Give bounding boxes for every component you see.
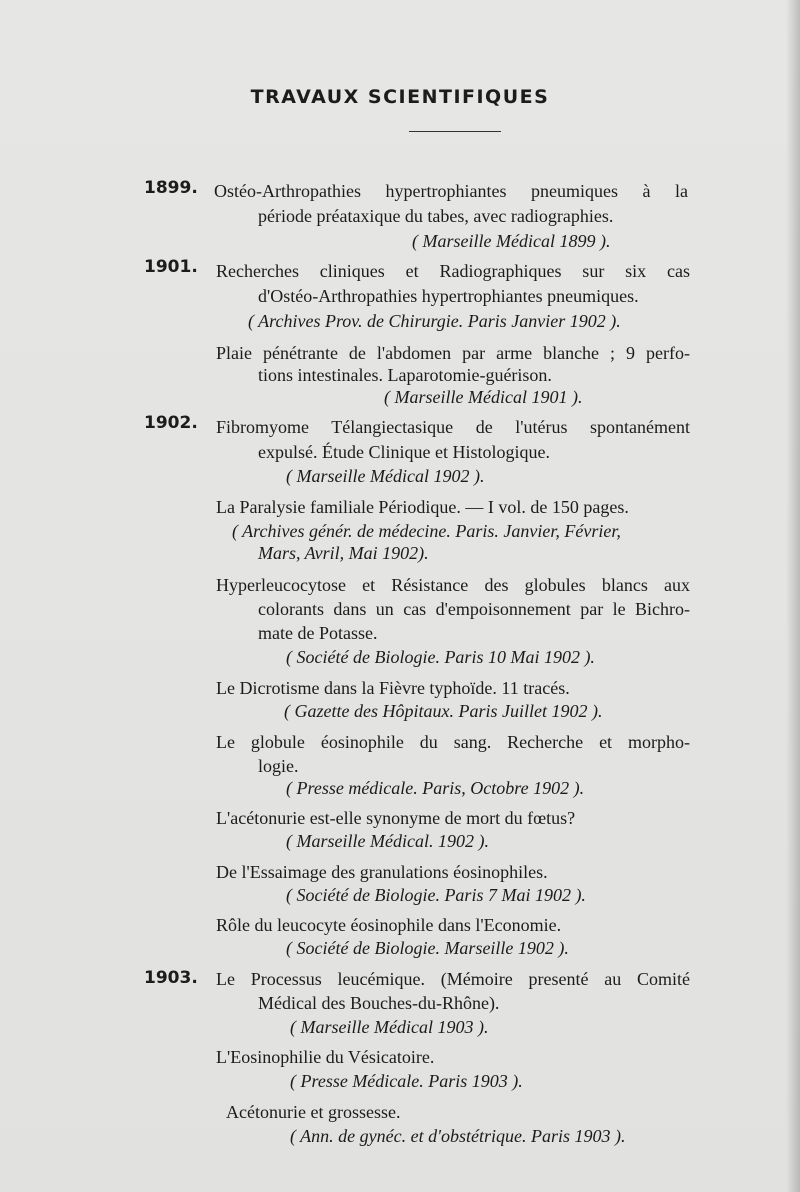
entry-text: Recherches cliniques et Radiographiques sur six cas [216, 261, 690, 281]
entry-reference: ( Marseille Médical 1899 ). [412, 231, 611, 251]
entry-text: logie. [258, 756, 299, 776]
entry-text: Le Dicrotisme dans la Fièvre typhoïde. 11 tracés. [216, 678, 570, 698]
entry-reference: ( Société de Biologie. Marseille 1902 ). [286, 938, 569, 958]
entry-text: mate de Potasse. [258, 623, 378, 643]
entry-reference: ( Presse Médicale. Paris 1903 ). [290, 1071, 523, 1091]
entry-text: Le Processus leucémique. (Mémoire presenté au Comité [216, 969, 690, 989]
entry-text: La Paralysie familiale Périodique. — I vol. de 150 pages. [216, 497, 629, 517]
entry-text: Plaie pénétrante de l'abdomen par arme blanche ; 9 perfo- [216, 343, 690, 363]
entry-reference: Mars, Avril, Mai 1902). [258, 543, 429, 563]
entry-text: expulsé. Étude Clinique et Histologique. [258, 442, 550, 462]
entry-text: colorants dans un cas d'empoisonnement par le Bichro- [258, 599, 690, 619]
year-label: 1899. [144, 178, 198, 198]
entry-reference: ( Marseille Médical 1901 ). [384, 387, 583, 407]
entry-reference: ( Marseille Médical. 1902 ). [286, 831, 489, 851]
entry-text: Rôle du leucocyte éosinophile dans l'Economie. [216, 915, 562, 935]
year-label: 1903. [144, 968, 198, 988]
title-divider [409, 131, 501, 132]
entry-reference: ( Archives Prov. de Chirurgie. Paris Janvier 1902 ). [248, 311, 621, 331]
entry-text: tions intestinales. Laparotomie-guérison. [258, 365, 552, 385]
entry-text: Acétonurie et grossesse. [226, 1102, 401, 1122]
entry-text: d'Ostéo-Arthropathies hypertrophiantes pneumiques. [258, 286, 639, 306]
entry-text: Le globule éosinophile du sang. Recherche et morpho- [216, 732, 690, 752]
year-label: 1902. [144, 413, 198, 433]
page-title: TRAVAUX SCIENTIFIQUES [250, 86, 550, 108]
entry-reference: ( Presse médicale. Paris, Octobre 1902 ). [286, 778, 585, 798]
entry-reference: ( Gazette des Hôpitaux. Paris Juillet 1902 ). [284, 701, 603, 721]
entry-text: De l'Essaimage des granulations éosinophiles. [216, 862, 548, 882]
entry-text: Fibromyome Télangiectasique de l'utérus spontanément [216, 417, 690, 437]
entry-reference: ( Marseille Médical 1902 ). [286, 466, 485, 486]
entry-text: Médical des Bouches-du-Rhône). [258, 993, 500, 1013]
entry-text: Hyperleucocytose et Résistance des globules blancs aux [216, 575, 690, 595]
entry-text: L'acétonurie est-elle synonyme de mort du fœtus? [216, 808, 576, 828]
entry-text: Ostéo-Arthropathies hypertrophiantes pneumiques à la [214, 181, 688, 201]
entry-reference: ( Société de Biologie. Paris 10 Mai 1902 ). [286, 647, 595, 667]
entry-text: période préataxique du tabes, avec radiographies. [258, 206, 614, 226]
page-edge-shadow [786, 0, 800, 1192]
entry-reference: ( Marseille Médical 1903 ). [290, 1017, 489, 1037]
entry-reference: ( Archives génér. de médecine. Paris. Janvier, Février, [232, 521, 621, 541]
entry-text: L'Eosinophilie du Vésicatoire. [216, 1047, 435, 1067]
entry-reference: ( Société de Biologie. Paris 7 Mai 1902 ). [286, 885, 586, 905]
year-label: 1901. [144, 257, 198, 277]
entry-reference: ( Ann. de gynéc. et d'obstétrique. Paris 1903 ). [290, 1126, 626, 1146]
